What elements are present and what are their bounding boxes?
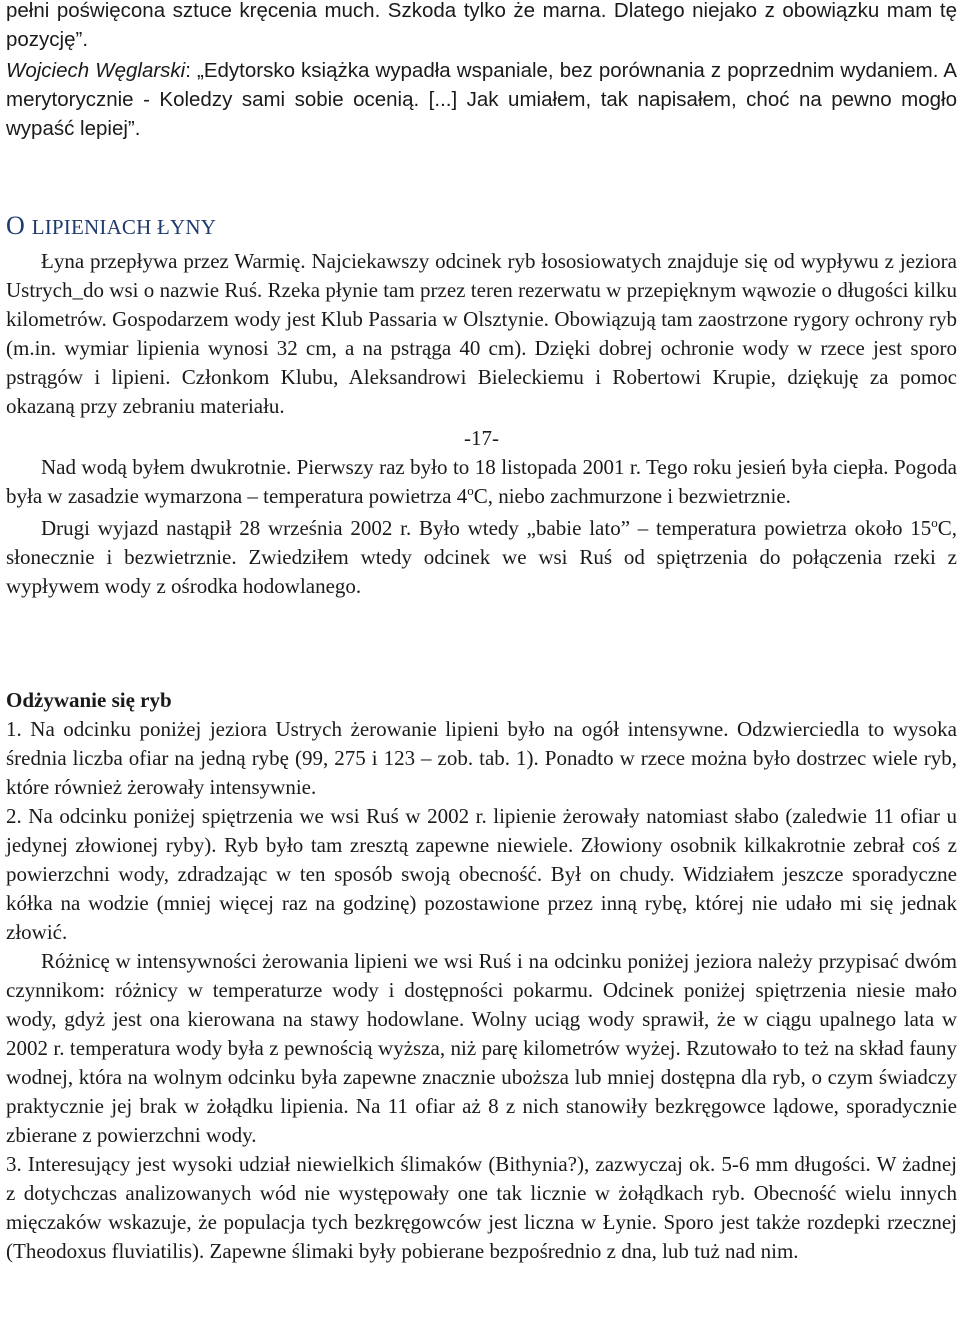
feeding-item-2: 2. Na odcinku poniżej spiętrzenia we wsi Ruś w 2002 r. lipienie żerowały natomiast słabo (zaledwie 11 ofiar u jedynej złowionej ryby). Ryb było tam zresztą zapewne niewiele. Złowiony osobnik kilkakrotnie zebrał coś z powierzchni wody, zdradzając w ten sposób swoją obecność. Był on chudy. Widziałem jeszcze sporadyczne kółka na wodzie (mniej więcej raz na godzinę) pozostawione przez inną rybę, której nie udało mi się jednak złowić. (6, 804, 957, 944)
quote-text: : „Edytorsko książka wypadła wspaniale, bez porównania z poprzednim wydaniem. A merytorycznie - Koledzy sami sobie ocenią. [...] Jak umiałem, tak napisałem, choć na pewno mogło wypaść lepiej”. (6, 59, 957, 140)
feeding-item-1: 1. Na odcinku poniżej jeziora Ustrych żerowanie lipieni było na ogół intensywne. Odzwierciedla to wysoka średnia liczba ofiar na jedną rybę (99, 275 i 123 – zob. tab. 1). Ponadto w rzece można było dostrzec wiele ryb, które również żerowały intensywnie. (6, 717, 957, 799)
quote-speaker: Wojciech Węglarski (6, 59, 186, 82)
section-heading-lipieniach (6, 211, 957, 242)
quote-block (6, 56, 957, 143)
section-1-body (6, 247, 957, 601)
heading-text: LIPIENIACH ŁYNY (31, 215, 217, 239)
section-1-paragraph: Łyna przepływa przez Warmię. Najciekawszy odcinek ryb łososiowatych znajduje się od wypływu z jeziora Ustrych_do wsi o nazwie Ruś. Rzeka płynie tam przez teren rezerwatu w przepięknym wąwozie o długości kilku kilometrów. Gospodarzem wody jest Klub Passaria w Olsztynie. Obowiązują tam zaostrzone rygory ochrony ryb (m.in. wymiar lipienia wynosi 32 cm, a na pstrąga 40 cm). Dzięki dobrej ochronie wody w rzece jest sporo pstrągów i lipieni. Członkom Klubu, Aleksandrowi Bieleckiemu i Robertowi Krupie, dziękuję za pomoc okazaną przy zebraniu materiału. (6, 249, 957, 418)
heading-letter-o: O (6, 211, 32, 240)
visit-paragraph-2: Drugi wyjazd nastąpił 28 września 2002 r. Było wtedy „babie lato” – temperatura powietrza około 15$^o$C, słonecznie i bezwietrznie. Zwiedziłem wtedy odcinek we wsi Ruś od spiętrzenia do połączenia rzeki z wypływem wody z ośrodka hodowlanego. (6, 515, 957, 598)
feeding-item-2-continued: Różnicę w intensywności żerowania lipieni we wsi Ruś i na odcinku poniżej jeziora należy przypisać dwóm czynnikom: różnicy w temperaturze wody i dostępności pokarmu. Odcinek poniżej spiętrzenia niesie mało wody, gdyż jest ona kierowana na stawy hodowlane. Wolny uciąg wody sprawił, że w ciągu upalnego lata w 2002 r. temperatura wody była z pewnością wyższa, niż parę kilometrów wyżej. Rzutowało to też na skład fauny wodnej, która na wolnym odcinku była zapewne znacznie uboższa lub mniej dostępna dla ryb, o czym świadczy praktycznie jej brak w żołądku lipienia. Na 11 ofiar aż 8 z nich stanowiły bezkręgowce lądowe, sporadycznie zbierane z powierzchni wody. (6, 949, 957, 1147)
visit-paragraph-1: Nad wodą byłem dwukrotnie. Pierwszy raz było to 18 listopada 2001 r. Tego roku jesień była ciepła. Pogoda była w zasadzie wymarzona – temperatura powietrza 4$^o$C, niebo zachmurzone i bezwietrznie. (6, 455, 957, 508)
quote-paragraph (6, 56, 957, 143)
page-number: -17- (464, 426, 499, 450)
feeding-item-3: 3. Interesujący jest wysoki udział niewielkich ślimaków (Bithynia?), zazwyczaj ok. 5-6 mm długości. W żadnej z dotychczas analizowanych wód nie występowały one tak licznie w żołądkach ryb. Obecność wielu innych mięczaków wskazuje, że populacja tych bezkręgowców jest liczna w Łynie. Sporo jest także rozdepki rzecznej (Theodoxus fluviatilis). Zapewne ślimaki były pobierane bezpośrednio z dna, lub tuż nad nim. (6, 1152, 957, 1263)
section-2-heading: Odżywanie się ryb (6, 688, 172, 712)
intro-paragraph-1: pełni poświęcona sztuce kręcenia much. Szkoda tylko że marna. Dlatego niejako z obowiązku mam tę pozycję”. (6, 0, 957, 51)
section-2 (6, 686, 957, 1266)
intro-block (6, 0, 957, 54)
